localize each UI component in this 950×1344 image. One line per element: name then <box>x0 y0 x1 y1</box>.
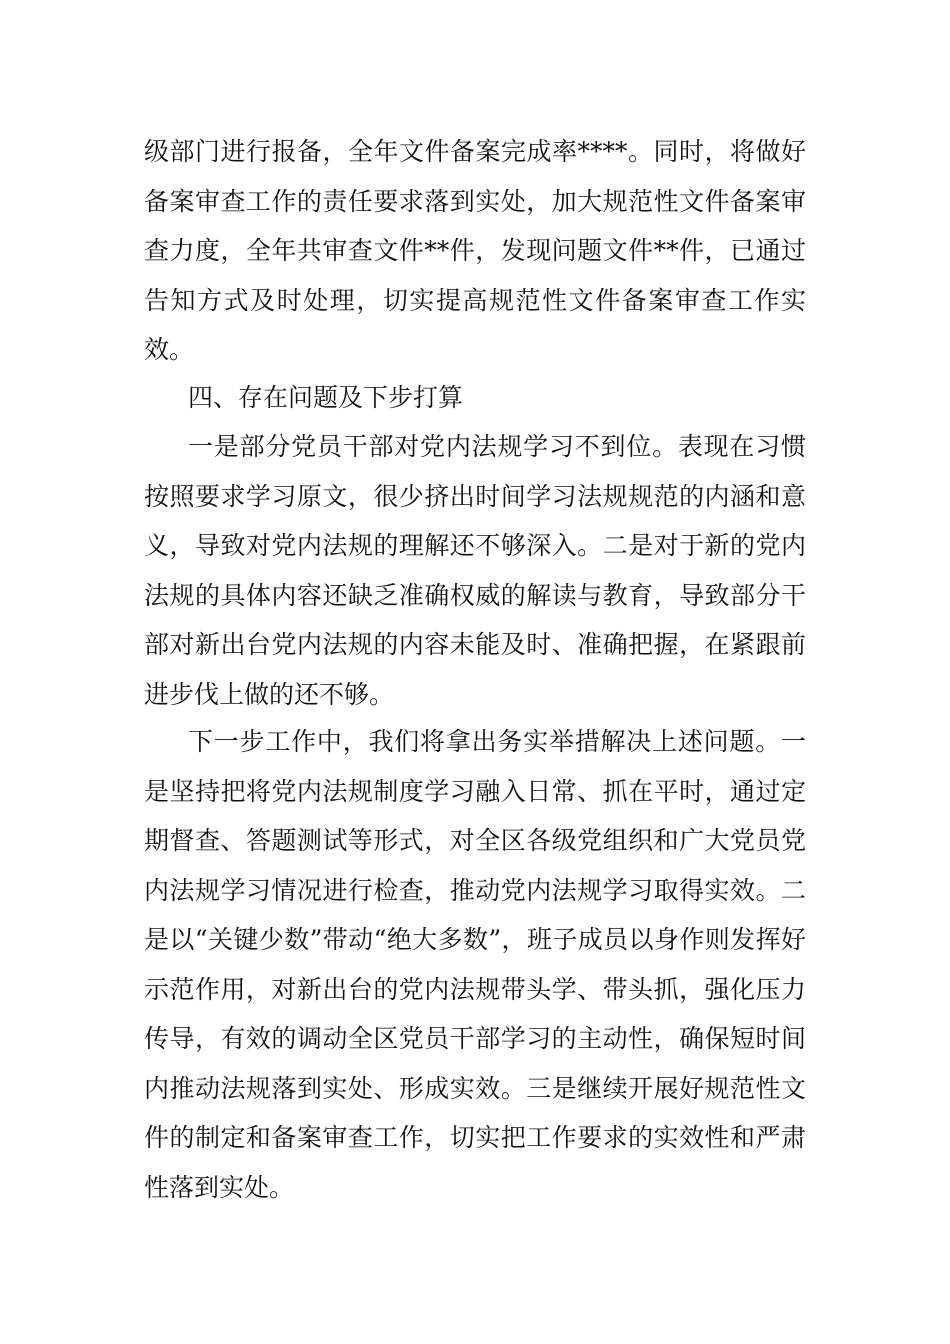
paragraph-problems: 一是部分党员干部对党内法规学习不到位。表现在习惯按照要求学习原文，很少挤出时间学习法规规范的内涵和意义，导致对党内法规的理解还不够深入。二是对于新的党内法规的具体内容还缺乏准确权威的解读与教育，导致部分干部对新出台党内法规的内容未能及时、准确把握，在紧跟前进步伐上做的还不够。 <box>144 432 806 709</box>
paragraph-filing-review: 级部门进行报备，全年文件备案完成率****。同时，将做好备案审查工作的责任要求落到实处，加大规范性文件备案审查力度，全年共审查文件**件，发现问题文件**件，已通过告知方式及时处理，切实提高规范性文件备案审查工作实效。 <box>144 137 806 364</box>
section-heading: 四、存在问题及下步打算 <box>188 383 464 412</box>
paragraph-next-steps: 下一步工作中，我们将拿出务实举措解决上述问题。一是坚持把将党内法规制度学习融入日常、抓在平时，通过定期督查、答题测试等形式，对全区各级党组织和广大党员党内法规学习情况进行检查，推动党内法规学习取得实效。二是以“关键少数”带动“绝大多数”，班子成员以身作则发挥好示范作用，对新出台的党内法规带头学、带头抓，强化压力传导，有效的调动全区党员干部学习的主动性，确保短时间内推动法规落到实处、形成实效。三是继续开展好规范性文件的制定和备案审查工作，切实把工作要求的实效性和严肃性落到实处。 <box>144 727 806 1202</box>
